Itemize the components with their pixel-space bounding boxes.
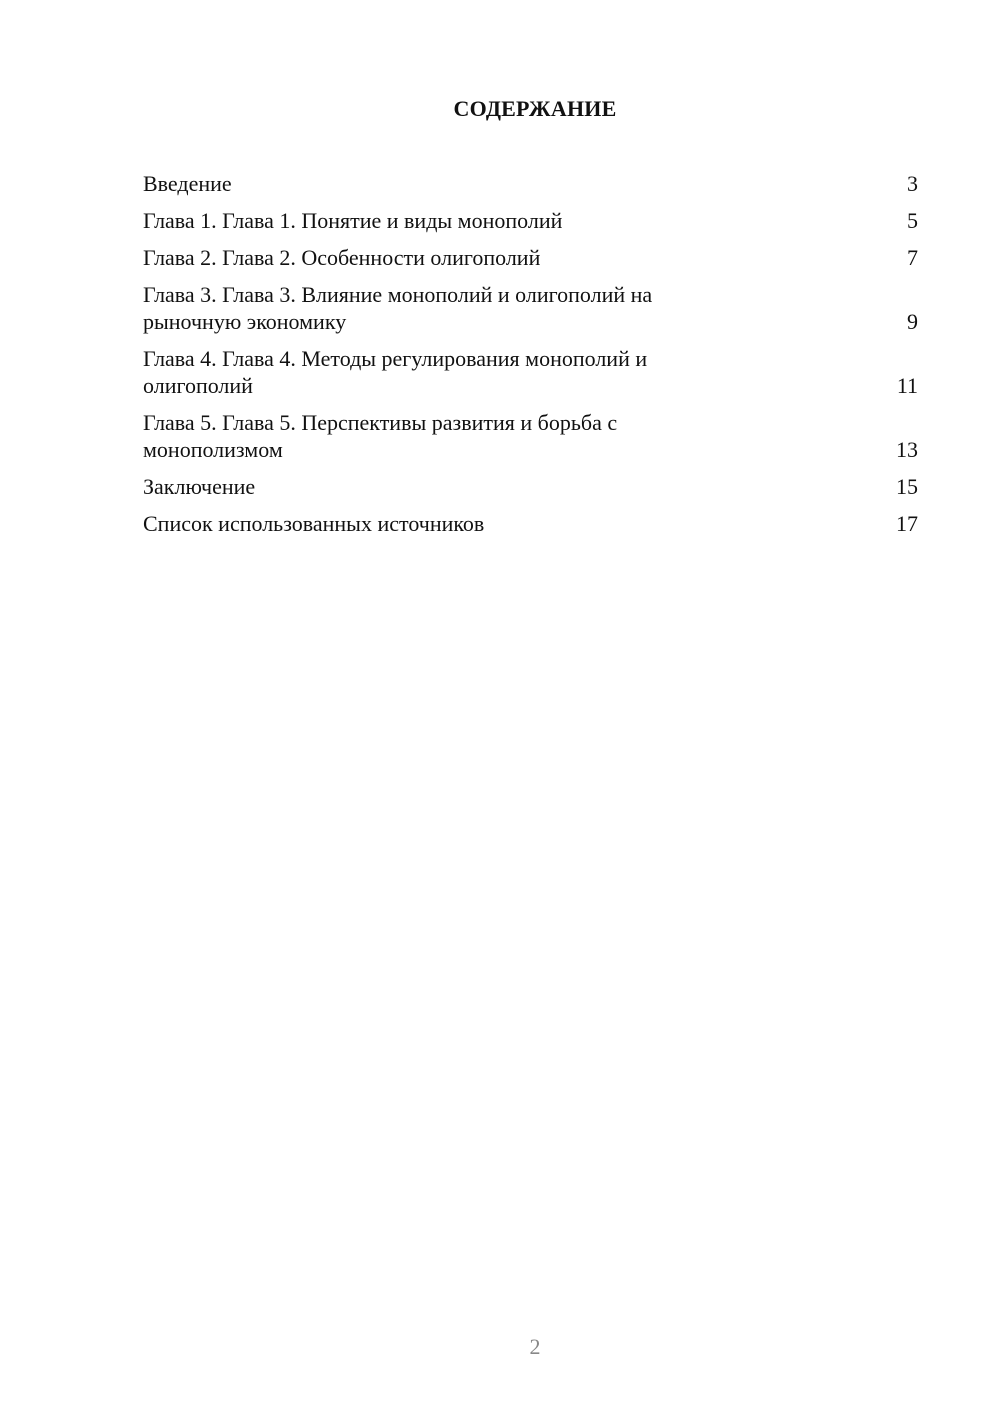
- toc-entry-title: Глава 3. Глава 3. Влияние монополий и олигополий на рыночную экономику: [143, 282, 653, 334]
- toc-entry-chapter-5[interactable]: [143, 409, 918, 463]
- toc-entry-title: Список использованных источников: [143, 511, 485, 536]
- table-of-contents: [143, 170, 918, 547]
- page-number: 2: [529, 1334, 541, 1359]
- toc-entry-title: Глава 2. Глава 2. Особенности олигополий: [143, 245, 541, 270]
- toc-entry-chapter-4[interactable]: [143, 345, 918, 399]
- toc-entry-title: Глава 4. Глава 4. Методы регулирования монополий и олигополий: [143, 346, 648, 398]
- toc-entry-title: Глава 1. Глава 1. Понятие и виды монополий: [143, 208, 563, 233]
- toc-entry-title: Введение: [143, 171, 232, 196]
- toc-entry-chapter-3[interactable]: [143, 281, 918, 335]
- toc-entry-references[interactable]: [143, 510, 918, 537]
- toc-entry-introduction[interactable]: [143, 170, 918, 197]
- toc-entry-page: 7: [907, 245, 918, 270]
- toc-entry-page: 11: [896, 373, 918, 398]
- toc-entry-conclusion[interactable]: [143, 473, 918, 500]
- toc-entry-page: 3: [907, 171, 918, 196]
- toc-entry-page: 13: [896, 437, 918, 462]
- page-title: СОДЕРЖАНИЕ: [453, 96, 617, 121]
- toc-entry-title: Глава 5. Глава 5. Перспективы развития и борьба с монополизмом: [143, 410, 618, 462]
- toc-entry-page: 9: [907, 309, 918, 334]
- toc-entry-title: Заключение: [143, 474, 256, 499]
- toc-entry-chapter-1[interactable]: [143, 207, 918, 234]
- toc-entry-page: 17: [896, 511, 918, 536]
- toc-entry-chapter-2[interactable]: [143, 244, 918, 271]
- toc-entry-page: 5: [907, 208, 918, 233]
- toc-entry-page: 15: [896, 474, 918, 499]
